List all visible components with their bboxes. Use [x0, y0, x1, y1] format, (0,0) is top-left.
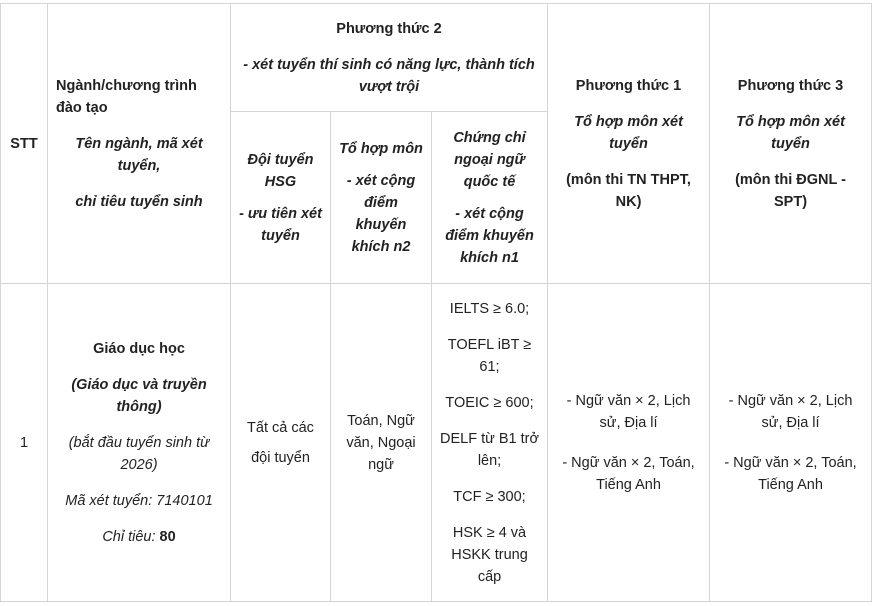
header-pt1-note: (môn thi TN THPT, NK) [566, 171, 691, 210]
row-chung-chi-item: TOEFL iBT ≥ 61; [447, 336, 532, 375]
row-pt3 [710, 284, 872, 602]
header-pt2-title: Phương thức 2 [336, 20, 442, 37]
row-pt3-item: - Ngữ văn × 2, Lịch sử, Địa lí [728, 392, 853, 431]
row-nganh-name: Giáo dục học [93, 340, 185, 357]
row-pt1-item: - Ngữ văn × 2, Toán, Tiếng Anh [562, 454, 695, 493]
row-ghi-chu: (bắt đầu tuyển sinh từ 2026) [68, 434, 210, 473]
row-chung-chi [432, 284, 548, 602]
row-stt: 1 [1, 284, 48, 602]
header-pt2-col3-sub: - xét cộng điểm khuyến khích n1 [445, 205, 534, 266]
header-pt2-col1-title: Đội tuyển HSG [247, 151, 314, 190]
header-pt3-sub: Tổ hợp môn xét tuyển [736, 113, 845, 152]
header-pt2-col3 [432, 112, 548, 284]
header-stt: STT [1, 4, 48, 284]
header-pt3 [710, 4, 872, 284]
row-chung-chi-item: HSK ≥ 4 và HSKK trung cấp [451, 524, 528, 585]
header-pt1-sub: Tổ hợp môn xét tuyển [574, 113, 683, 152]
row-pt1-item: - Ngữ văn × 2, Lịch sử, Địa lí [566, 392, 691, 431]
header-pt2-col1 [231, 112, 331, 284]
row-chung-chi-item: IELTS ≥ 6.0; [449, 300, 530, 317]
row-chi-tieu [56, 526, 222, 548]
header-pt2-sub: - xét tuyển thí sinh có năng lực, thành tích vượt trội [243, 56, 535, 95]
header-pt2-col2-sub: - xét cộng điểm khuyến khích n2 [346, 172, 416, 255]
row-nganh [48, 284, 231, 602]
header-pt1 [548, 4, 710, 284]
header-pt3-note: (môn thi ĐGNL - SPT) [735, 171, 846, 210]
header-pt2-col2-title: Tổ hợp môn [339, 140, 423, 157]
row-chung-chi-item: TCF ≥ 300; [453, 488, 526, 505]
header-nganh-sub1: Tên ngành, mã xét tuyển, [75, 135, 203, 174]
row-chung-chi-item: DELF từ B1 trở lên; [440, 430, 539, 469]
header-pt2 [231, 4, 548, 112]
row-chi-tieu-label: Chỉ tiêu: [102, 528, 156, 545]
header-pt3-title: Phương thức 3 [737, 77, 844, 94]
header-nganh-sub2: chỉ tiêu tuyển sinh [75, 193, 203, 210]
header-pt2-col1-sub: - ưu tiên xét tuyển [239, 205, 322, 244]
row-chuyen-nganh: (Giáo dục và truyền thông) [71, 376, 207, 415]
header-pt2-col2 [331, 112, 432, 284]
header-nganh [48, 4, 231, 284]
row-pt1 [548, 284, 710, 602]
header-pt2-col3-title: Chứng chỉ ngoại ngữ quốc tế [453, 129, 526, 190]
row-pt3-item: - Ngữ văn × 2, Toán, Tiếng Anh [724, 454, 857, 493]
row-ma-xet-tuyen: Mã xét tuyển: 7140101 [65, 492, 213, 509]
row-to-hop-n2: Toán, Ngữ văn, Ngoại ngữ [331, 284, 432, 602]
row-doi-tuyen: Tất cả các đội tuyển [231, 284, 331, 602]
row-chung-chi-item: TOEIC ≥ 600; [445, 394, 534, 411]
header-pt1-title: Phương thức 1 [575, 77, 682, 94]
admission-table [0, 3, 872, 602]
row-chi-tieu-value: 80 [159, 528, 176, 545]
table-row [1, 284, 872, 602]
header-nganh-title: Ngành/chương trình đào tạo [56, 77, 197, 116]
